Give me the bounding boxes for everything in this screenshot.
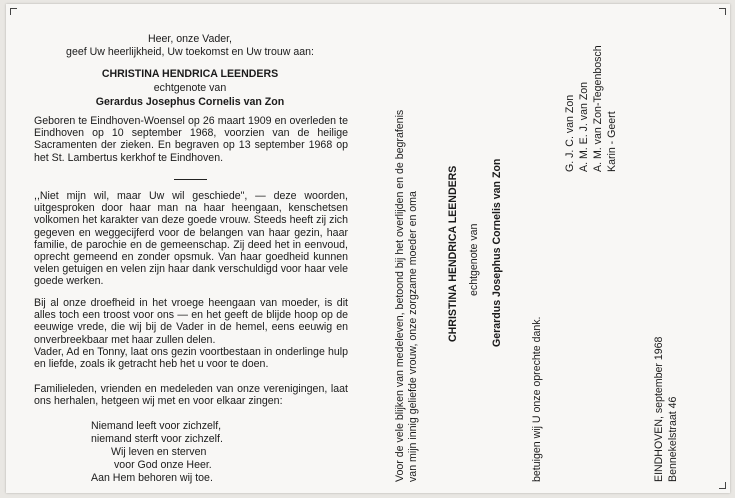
deceased-name: CHRISTINA HENDRICA LEENDERS [101,68,279,80]
corner-mark-top-right [719,8,726,15]
family-member-4: Karin - Geert [606,111,618,172]
poem-line-3: Wij leven en sterven [111,446,207,458]
thanks-line-2: van mijn innig geliefde vrouw, onze zorgzame moeder en oma [407,191,419,482]
poem-line-1: Niemand leeft voor zichzelf, [91,420,222,432]
corner-mark-bottom-right [719,482,726,489]
paragraph-3: Vader, Ad en Tonny, laat ons gezin voortbestaan in onderlinge hulp en liefde, zoals ik getracht heb het u voor te doen. [34,346,348,371]
right-deceased-name: CHRISTINA HENDRICA LEENDERS [447,165,459,342]
poem-line-4: voor God onze Heer. [114,459,212,471]
thanks-line-1: Voor de vele blijken van medeleven, betoond bij het overlijden en de begrafenis [394,109,406,482]
paragraph-2: Bij al onze droefheid in het vroege heengaan van moeder, is dit alles toch een troost voor ons — en het geeft de blijde hoop op de eeuwige vrede, die wij bij de Vader in de hemel, eens eeuwig en onverbreekbaar met haar zullen delen. [34,297,348,346]
divider [174,179,207,180]
spouse-name: Gerardus Josephus Cornelis van Zon [95,96,285,108]
spouse-intro: echtgenote van [153,82,227,94]
thanks-end: betuigen wij U onze oprechte dank. [531,316,543,482]
poem-line-2: niemand sterft voor zichzelf. [91,433,223,445]
left-page [6,4,376,493]
paragraph-4: Familieleden, vrienden en medeleden van onze verenigingen, laat ons herhalen, hetgeen wij met en voor elkaar zingen: [34,383,348,408]
invocation-line-2: geef Uw heerlijkheid, Uw toekomst en Uw trouw aan: [66,46,314,58]
address: Bennekelstraat 46 [667,396,679,482]
paragraph-1: ,,Niet mijn wil, maar Uw wil geschiede", — deze woorden, uitgesproken door haar man na haar heengaan, kenschetsen volkomen het karakter van deze goede vrouw. Steeds heeft zij zich gegeven en weggecijferd voor de belangen van haar gezin, haar familie, de parochie en de gemeenschap. Zij deed het in eenvoud, oprecht gemeend en zonder opsmuk. Van haar goedheid kunnen velen getuigen en velen zijn haar dank verschuldigd voor haar vele goede werken. [34,190,348,288]
bio-text: Geboren te Eindhoven-Woensel op 26 maart 1909 en overleden te Eindhoven op 10 september 1968, voorzien van de heilige Sacramenten der zieken. En begraven op 13 september 1968 op het St. Lambertus kerkhof te Eindhoven. [34,115,348,164]
invocation-line-1: Heer, onze Vader, [147,33,233,45]
family-member-1: G. J. C. van Zon [564,94,576,172]
family-member-2: A. M. E. J. van Zon [578,81,590,172]
family-member-3: A. M. van Zon-Tegenbosch [592,45,604,172]
memorial-card [6,4,730,493]
right-spouse-name: Gerardus Josephus Cornelis van Zon [491,158,503,347]
right-spouse-intro: echtgenote van [468,223,480,296]
place-date: EINDHOVEN, september 1968 [653,336,665,482]
poem-line-5: Aan Hem behoren wij toe. [91,472,213,484]
